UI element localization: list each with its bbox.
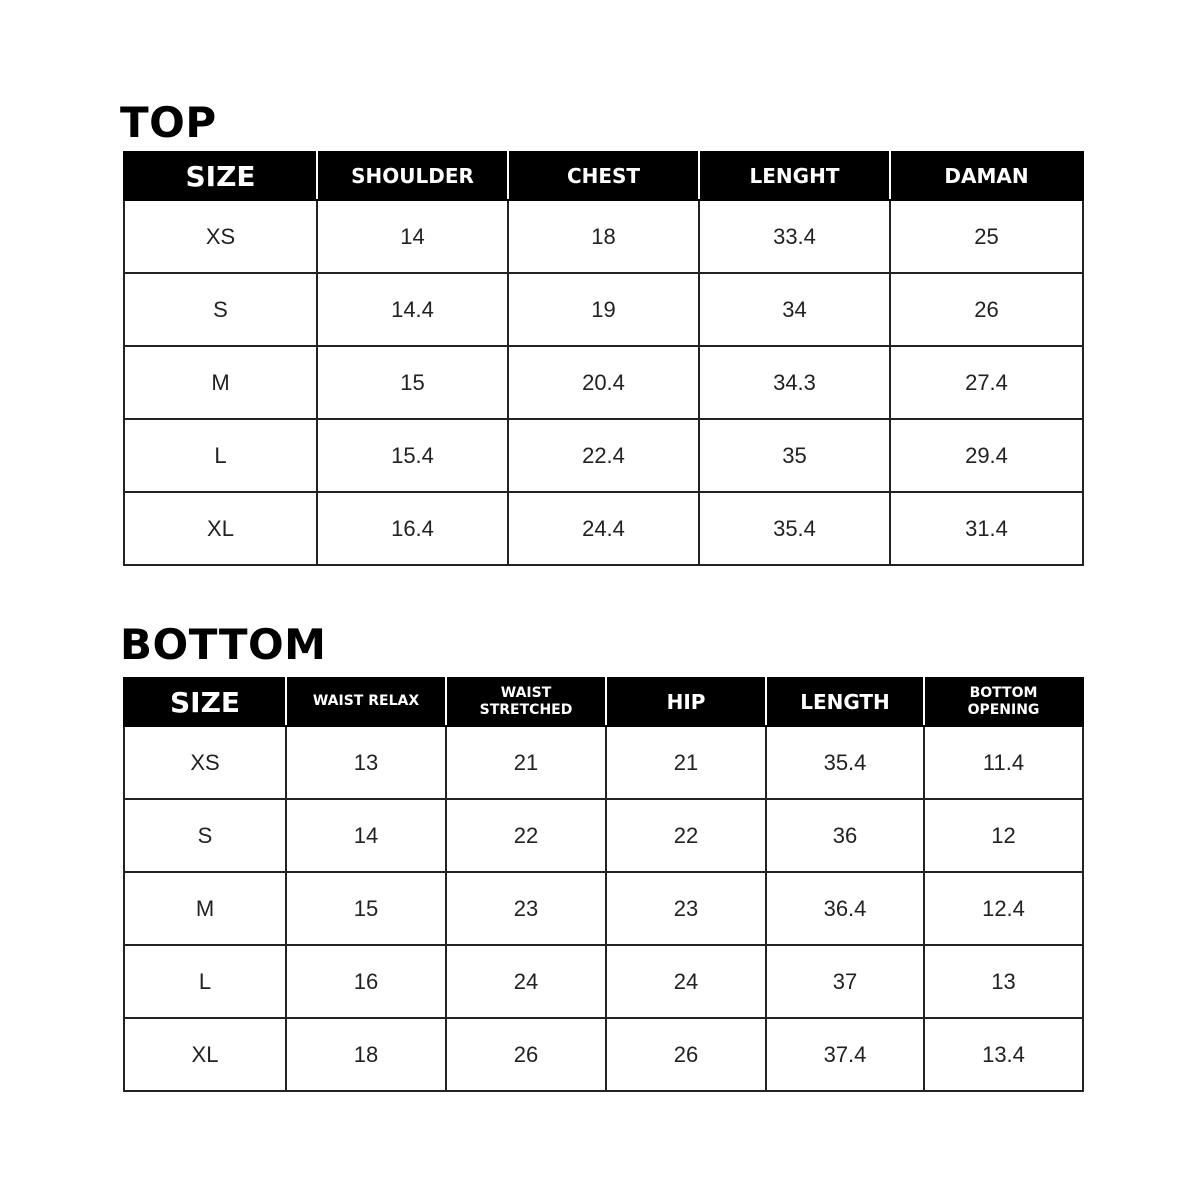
- measurement-cell-chest: 19: [508, 273, 699, 346]
- measurement-cell-daman: 31.4: [890, 492, 1083, 565]
- size-label-cell: XL: [124, 492, 317, 565]
- measurement-cell-waist-relax: 18: [286, 1018, 446, 1091]
- measurement-cell-lenght: 35: [699, 419, 890, 492]
- column-header-size: SIZE: [124, 152, 317, 200]
- measurement-cell-hip: 24: [606, 945, 766, 1018]
- column-header-lenght: LENGHT: [699, 152, 890, 200]
- measurement-cell-hip: 22: [606, 799, 766, 872]
- measurement-cell-waist-stretched: 23: [446, 872, 606, 945]
- size-label-cell: S: [124, 799, 286, 872]
- measurement-cell-waist-stretched: 22: [446, 799, 606, 872]
- measurement-cell-waist-stretched: 26: [446, 1018, 606, 1091]
- measurement-cell-waist-relax: 13: [286, 726, 446, 799]
- size-label-cell: M: [124, 872, 286, 945]
- size-label-cell: XS: [124, 200, 317, 273]
- bottom-size-table: [123, 677, 1084, 1092]
- size-label-cell: L: [124, 945, 286, 1018]
- table-row: [124, 945, 1083, 1018]
- measurement-cell-waist-stretched: 21: [446, 726, 606, 799]
- measurement-cell-shoulder: 14.4: [317, 273, 508, 346]
- measurement-cell-length: 37.4: [766, 1018, 924, 1091]
- measurement-cell-length: 36: [766, 799, 924, 872]
- measurement-cell-lenght: 33.4: [699, 200, 890, 273]
- table-row: [124, 726, 1083, 799]
- size-label-cell: M: [124, 346, 317, 419]
- size-label-cell: XL: [124, 1018, 286, 1091]
- column-header-waist-relax: WAIST RELAX: [286, 678, 446, 726]
- measurement-cell-bottom-opening: 13.4: [924, 1018, 1083, 1091]
- measurement-cell-daman: 25: [890, 200, 1083, 273]
- measurement-cell-chest: 18: [508, 200, 699, 273]
- table-row: [124, 273, 1083, 346]
- measurement-cell-bottom-opening: 13: [924, 945, 1083, 1018]
- measurement-cell-chest: 24.4: [508, 492, 699, 565]
- measurement-cell-waist-relax: 15: [286, 872, 446, 945]
- measurement-cell-length: 35.4: [766, 726, 924, 799]
- measurement-cell-shoulder: 15.4: [317, 419, 508, 492]
- column-header-waist-stretched: WAIST STRETCHED: [446, 678, 606, 726]
- measurement-cell-shoulder: 16.4: [317, 492, 508, 565]
- column-header-chest: CHEST: [508, 152, 699, 200]
- table-row: [124, 1018, 1083, 1091]
- measurement-cell-hip: 23: [606, 872, 766, 945]
- measurement-cell-lenght: 34.3: [699, 346, 890, 419]
- table-row: [124, 799, 1083, 872]
- column-header-size: SIZE: [124, 678, 286, 726]
- measurement-cell-daman: 27.4: [890, 346, 1083, 419]
- size-label-cell: L: [124, 419, 317, 492]
- measurement-cell-chest: 22.4: [508, 419, 699, 492]
- measurement-cell-shoulder: 15: [317, 346, 508, 419]
- header-row: [124, 678, 1083, 726]
- measurement-cell-waist-relax: 14: [286, 799, 446, 872]
- measurement-cell-hip: 26: [606, 1018, 766, 1091]
- measurement-cell-waist-relax: 16: [286, 945, 446, 1018]
- size-label-cell: S: [124, 273, 317, 346]
- column-header-bottom-opening: BOTTOM OPENING: [924, 678, 1083, 726]
- table-row: [124, 872, 1083, 945]
- column-header-length: LENGTH: [766, 678, 924, 726]
- measurement-cell-waist-stretched: 24: [446, 945, 606, 1018]
- measurement-cell-bottom-opening: 11.4: [924, 726, 1083, 799]
- measurement-cell-lenght: 35.4: [699, 492, 890, 565]
- measurement-cell-chest: 20.4: [508, 346, 699, 419]
- top-section-title: TOP: [120, 98, 217, 147]
- measurement-cell-bottom-opening: 12: [924, 799, 1083, 872]
- measurement-cell-daman: 26: [890, 273, 1083, 346]
- column-header-daman: DAMAN: [890, 152, 1083, 200]
- header-row: [124, 152, 1083, 200]
- size-label-cell: XS: [124, 726, 286, 799]
- column-header-hip: HIP: [606, 678, 766, 726]
- measurement-cell-lenght: 34: [699, 273, 890, 346]
- measurement-cell-bottom-opening: 12.4: [924, 872, 1083, 945]
- bottom-section-title: BOTTOM: [120, 620, 327, 669]
- measurement-cell-hip: 21: [606, 726, 766, 799]
- top-size-table: [123, 151, 1084, 566]
- measurement-cell-daman: 29.4: [890, 419, 1083, 492]
- table-row: [124, 346, 1083, 419]
- column-header-shoulder: SHOULDER: [317, 152, 508, 200]
- table-row: [124, 492, 1083, 565]
- measurement-cell-length: 37: [766, 945, 924, 1018]
- table-row: [124, 419, 1083, 492]
- measurement-cell-length: 36.4: [766, 872, 924, 945]
- table-row: [124, 200, 1083, 273]
- measurement-cell-shoulder: 14: [317, 200, 508, 273]
